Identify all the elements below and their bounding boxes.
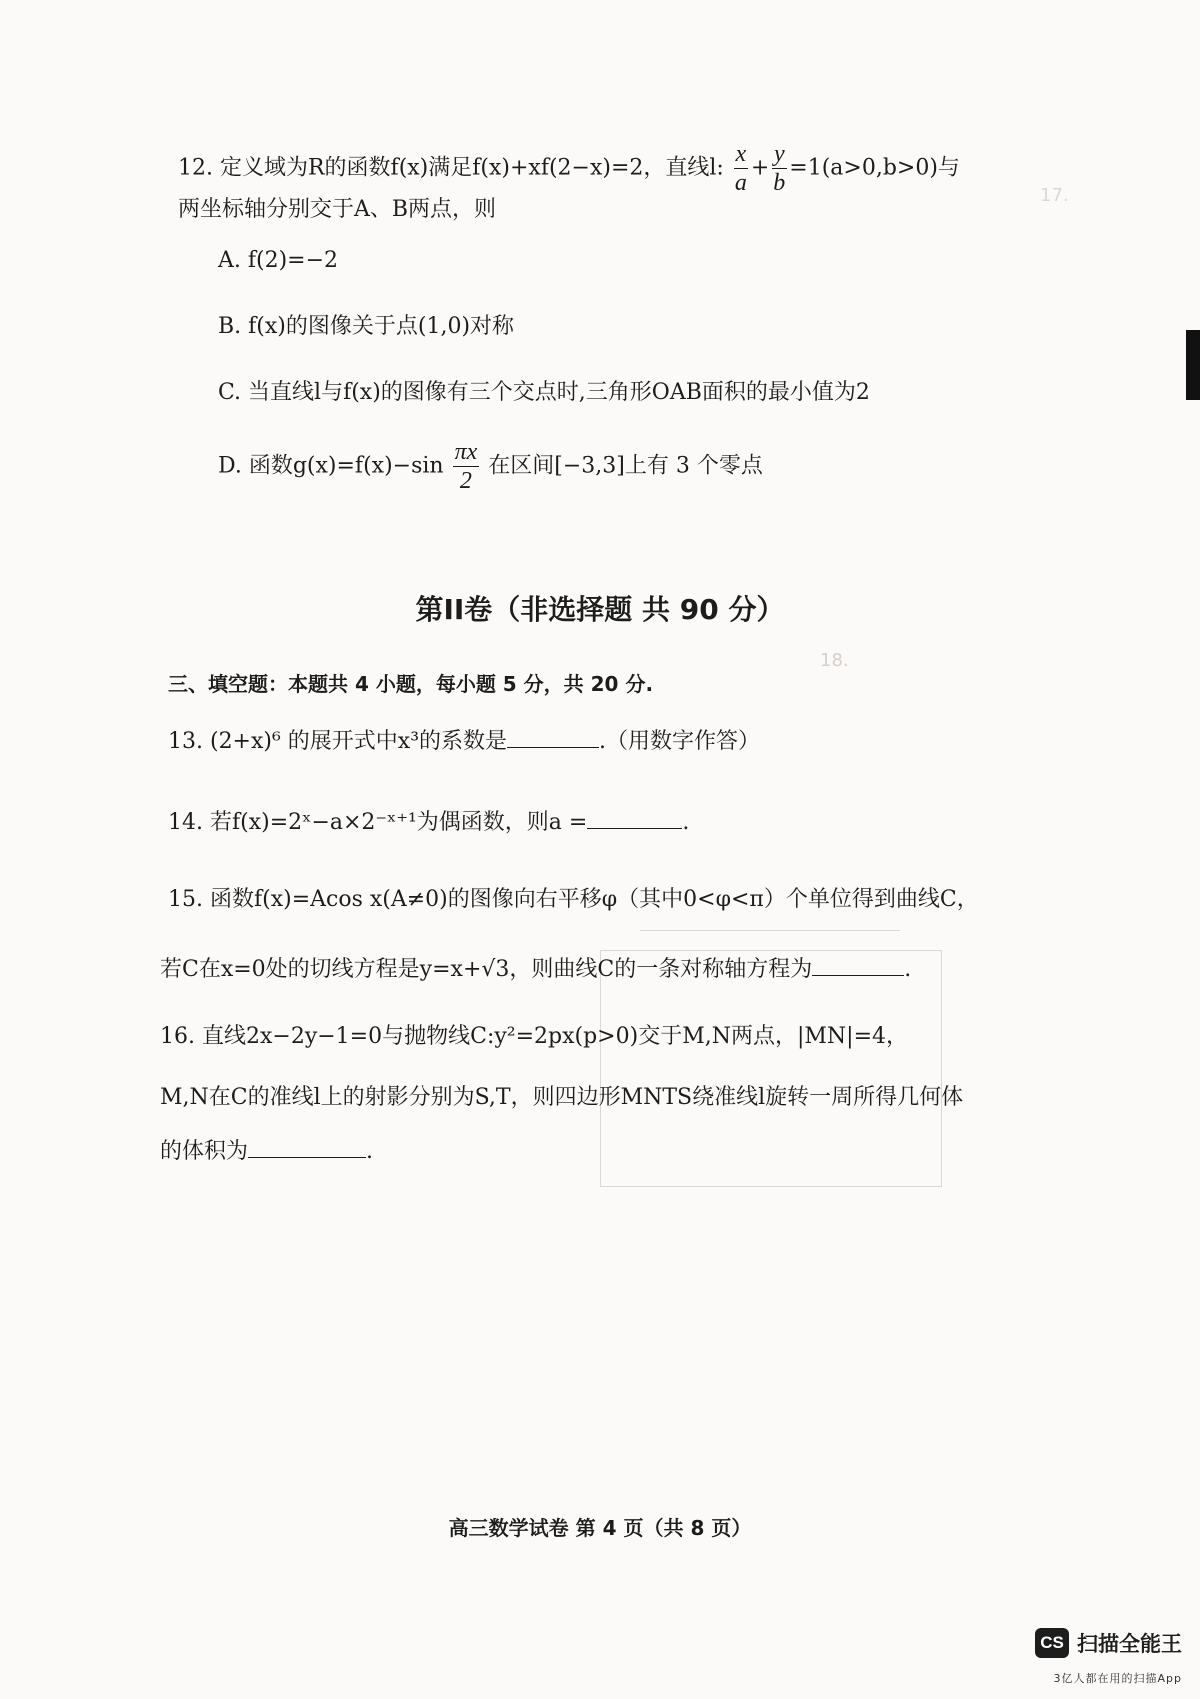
- part2-heading: 第II卷（非选择题 共 90 分）: [415, 593, 785, 626]
- q16-line2: M,N在C的准线l上的射影分别为S,T，则四边形MNTS绕准线l旋转一周所得几何体: [160, 1085, 964, 1110]
- q13-text: 13. (2+x)⁶ 的展开式中x³的系数是: [168, 729, 508, 754]
- q13-line: [168, 725, 760, 757]
- q12-fraction-y-over-b: [771, 142, 787, 195]
- q16-answer-blank: [248, 1135, 366, 1158]
- fraction-numerator: y: [773, 141, 785, 167]
- q12-option-a: A. f(2)=−2: [218, 248, 339, 273]
- q12-stem-text: 12. 定义域为R的函数f(x)满足f(x)+xf(2−x)=2，直线l:: [178, 155, 724, 181]
- bleed-through-text: 17.: [1040, 185, 1069, 206]
- q12-stem-tail: =1(a>0,b>0)与: [789, 155, 960, 181]
- q12-fraction-pix-over-2: [453, 440, 480, 493]
- q12-option-d-head: D. 函数g(x)=f(x)−sin: [218, 453, 444, 479]
- binding-tab-mark: [1186, 330, 1200, 400]
- q12-option-d: [218, 440, 763, 493]
- q12-option-b: B. f(x)的图像关于点(1,0)对称: [218, 314, 515, 339]
- q16-line3: [160, 1135, 373, 1167]
- q12-fraction-x-over-a: [733, 142, 749, 195]
- fraction-denominator: 2: [459, 468, 472, 494]
- q15-line2: [160, 953, 911, 985]
- q14-line: [168, 806, 689, 838]
- section3-title: 三、填空题：本题共 4 小题，每小题 5 分，共 20 分.: [168, 672, 654, 696]
- q14-tail: .: [682, 810, 690, 835]
- q12-stem-line1: [178, 142, 960, 195]
- q14-text: 14. 若f(x)=2ˣ−a×2⁻ˣ⁺¹为偶函数，则a =: [168, 810, 588, 835]
- fraction-denominator: b: [773, 170, 786, 196]
- q15-text: 若C在x=0处的切线方程是y=x+√3，则曲线C的一条对称轴方程为: [160, 957, 813, 982]
- q12-stem-line2: 两坐标轴分别交于A、B两点，则: [178, 197, 497, 222]
- q15-answer-blank: [812, 953, 904, 976]
- plus-sign: +: [750, 155, 770, 181]
- bleed-through-figure: [640, 930, 900, 931]
- q16-tail: .: [366, 1139, 374, 1164]
- q16-text: 的体积为: [160, 1139, 249, 1164]
- q15-line1: 15. 函数f(x)=Acos x(A≠0)的图像向右平移φ（其中0<φ<π）个单位得到曲线C，: [168, 887, 979, 912]
- q12-option-c: C. 当直线l与f(x)的图像有三个交点时,三角形OAB面积的最小值为2: [218, 380, 870, 405]
- scanner-app-name: 扫描全能王: [1077, 1632, 1182, 1656]
- fraction-numerator: πx: [454, 439, 478, 465]
- bleed-through-figure: [600, 950, 942, 1187]
- camscanner-logo-icon: CS: [1035, 1628, 1069, 1658]
- q14-answer-blank: [587, 806, 682, 829]
- q12-option-d-tail: 在区间[−3,3]上有 3 个零点: [488, 453, 763, 479]
- bleed-through-text: 18.: [820, 650, 849, 671]
- fraction-denominator: a: [734, 170, 747, 196]
- page-footer: 高三数学试卷 第 4 页（共 8 页）: [448, 1516, 752, 1540]
- q16-line1: 16. 直线2x−2y−1=0与抛物线C:y²=2px(p>0)交于M,N两点，|MN|=4，: [160, 1024, 909, 1049]
- fraction-numerator: x: [735, 141, 747, 167]
- scanner-watermark: [1035, 1628, 1182, 1658]
- scanner-tagline: 3亿人都在用的扫描App: [1053, 1672, 1182, 1685]
- q15-tail: .: [904, 957, 912, 982]
- q13-answer-blank: [507, 725, 599, 748]
- q13-tail: .（用数字作答）: [599, 729, 761, 754]
